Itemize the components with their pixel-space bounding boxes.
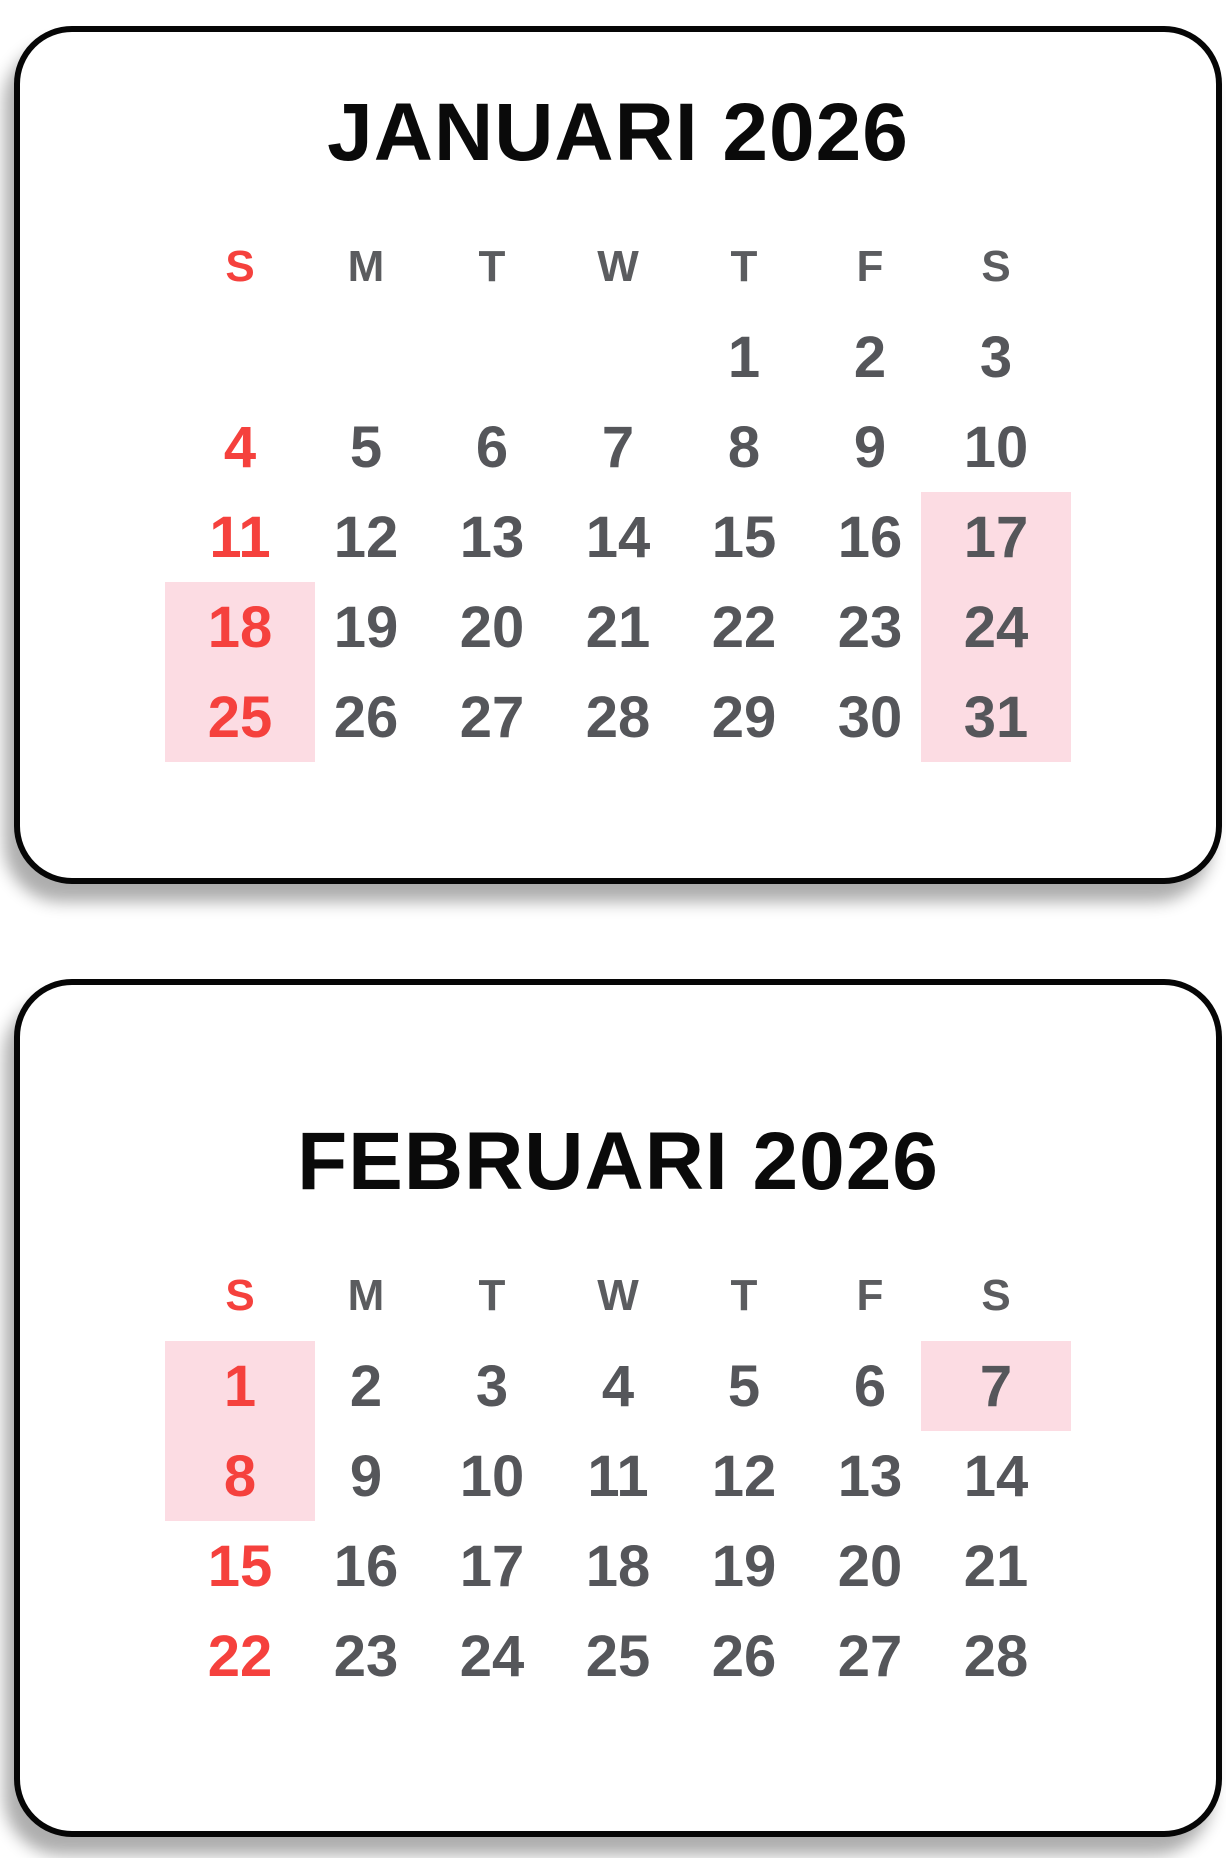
month-title-february: FEBRUARI 2026 — [297, 1116, 939, 1207]
day-cell: 31 — [933, 672, 1059, 762]
day-cell: 21 — [585, 594, 651, 660]
day-cell: 9 — [349, 1443, 383, 1509]
weekday-header: F — [856, 242, 884, 291]
day-cell: 1 — [727, 324, 761, 390]
day-cell: 24 — [459, 1623, 525, 1689]
calendar-card-february — [14, 979, 1222, 1837]
weekday-header: T — [478, 1271, 506, 1320]
day-cell: 18 — [585, 1533, 651, 1599]
day-cell: 10 — [459, 1443, 525, 1509]
calendar-card-january — [14, 26, 1222, 884]
day-cell: 3 — [979, 324, 1013, 390]
day-cell: 11 — [587, 1443, 649, 1509]
day-cell: 2 — [853, 324, 887, 390]
weekday-header: T — [730, 1271, 758, 1320]
day-cell: 22 — [711, 594, 777, 660]
day-cell: 6 — [853, 1353, 887, 1419]
empty-cell — [555, 312, 681, 402]
empty-cell — [303, 312, 429, 402]
day-cell: 28 — [585, 684, 651, 750]
weekday-header: F — [856, 1271, 884, 1320]
day-cell: 29 — [711, 684, 777, 750]
day-cell: 20 — [459, 594, 525, 660]
day-cell: 5 — [727, 1353, 761, 1419]
empty-cell — [429, 312, 555, 402]
calendar-grid-february — [177, 1251, 1059, 1701]
day-cell: 5 — [349, 414, 383, 480]
day-cell: 19 — [711, 1533, 777, 1599]
day-cell: 21 — [963, 1533, 1029, 1599]
day-cell: 6 — [475, 414, 509, 480]
empty-cell — [177, 312, 303, 402]
day-cell: 27 — [459, 684, 525, 750]
weekday-header: T — [478, 242, 506, 291]
weekday-header: M — [347, 242, 385, 291]
day-cell: 16 — [837, 504, 903, 570]
day-cell: 15 — [207, 1533, 273, 1599]
day-cell: 4 — [223, 414, 257, 480]
weekday-header: W — [597, 242, 639, 291]
day-cell: 24 — [933, 582, 1059, 672]
weekday-header: S — [225, 1271, 255, 1320]
weekday-header: W — [597, 1271, 639, 1320]
day-cell: 19 — [333, 594, 399, 660]
day-cell: 25 — [585, 1623, 651, 1689]
day-cell: 7 — [933, 1341, 1059, 1431]
day-cell: 28 — [963, 1623, 1029, 1689]
weekday-header: S — [225, 242, 255, 291]
day-cell: 2 — [349, 1353, 383, 1419]
day-cell: 17 — [459, 1533, 525, 1599]
day-cell: 23 — [333, 1623, 399, 1689]
day-cell: 27 — [837, 1623, 903, 1689]
day-cell: 17 — [933, 492, 1059, 582]
day-cell: 9 — [853, 414, 887, 480]
day-cell: 16 — [333, 1533, 399, 1599]
weekday-header: S — [981, 1271, 1011, 1320]
day-cell: 20 — [837, 1533, 903, 1599]
day-cell: 12 — [333, 504, 399, 570]
day-cell: 12 — [711, 1443, 777, 1509]
day-cell: 14 — [963, 1443, 1029, 1509]
day-cell: 4 — [601, 1353, 635, 1419]
day-cell: 23 — [837, 594, 903, 660]
weekday-header: M — [347, 1271, 385, 1320]
day-cell: 25 — [177, 672, 303, 762]
day-cell: 8 — [177, 1431, 303, 1521]
day-cell: 3 — [475, 1353, 509, 1419]
day-cell: 7 — [601, 414, 635, 480]
month-title-january: JANUARI 2026 — [327, 87, 909, 178]
weekday-header: S — [981, 242, 1011, 291]
day-cell: 26 — [333, 684, 399, 750]
day-cell: 10 — [963, 414, 1029, 480]
day-cell: 30 — [837, 684, 903, 750]
day-cell: 13 — [459, 504, 525, 570]
day-cell: 8 — [727, 414, 761, 480]
day-cell: 18 — [177, 582, 303, 672]
day-cell: 26 — [711, 1623, 777, 1689]
day-cell: 22 — [207, 1623, 273, 1689]
weekday-header: T — [730, 242, 758, 291]
day-cell: 14 — [585, 504, 651, 570]
day-cell: 11 — [209, 504, 271, 570]
day-cell: 1 — [177, 1341, 303, 1431]
day-cell: 15 — [711, 504, 777, 570]
calendar-grid-january — [177, 222, 1059, 762]
day-cell: 13 — [837, 1443, 903, 1509]
